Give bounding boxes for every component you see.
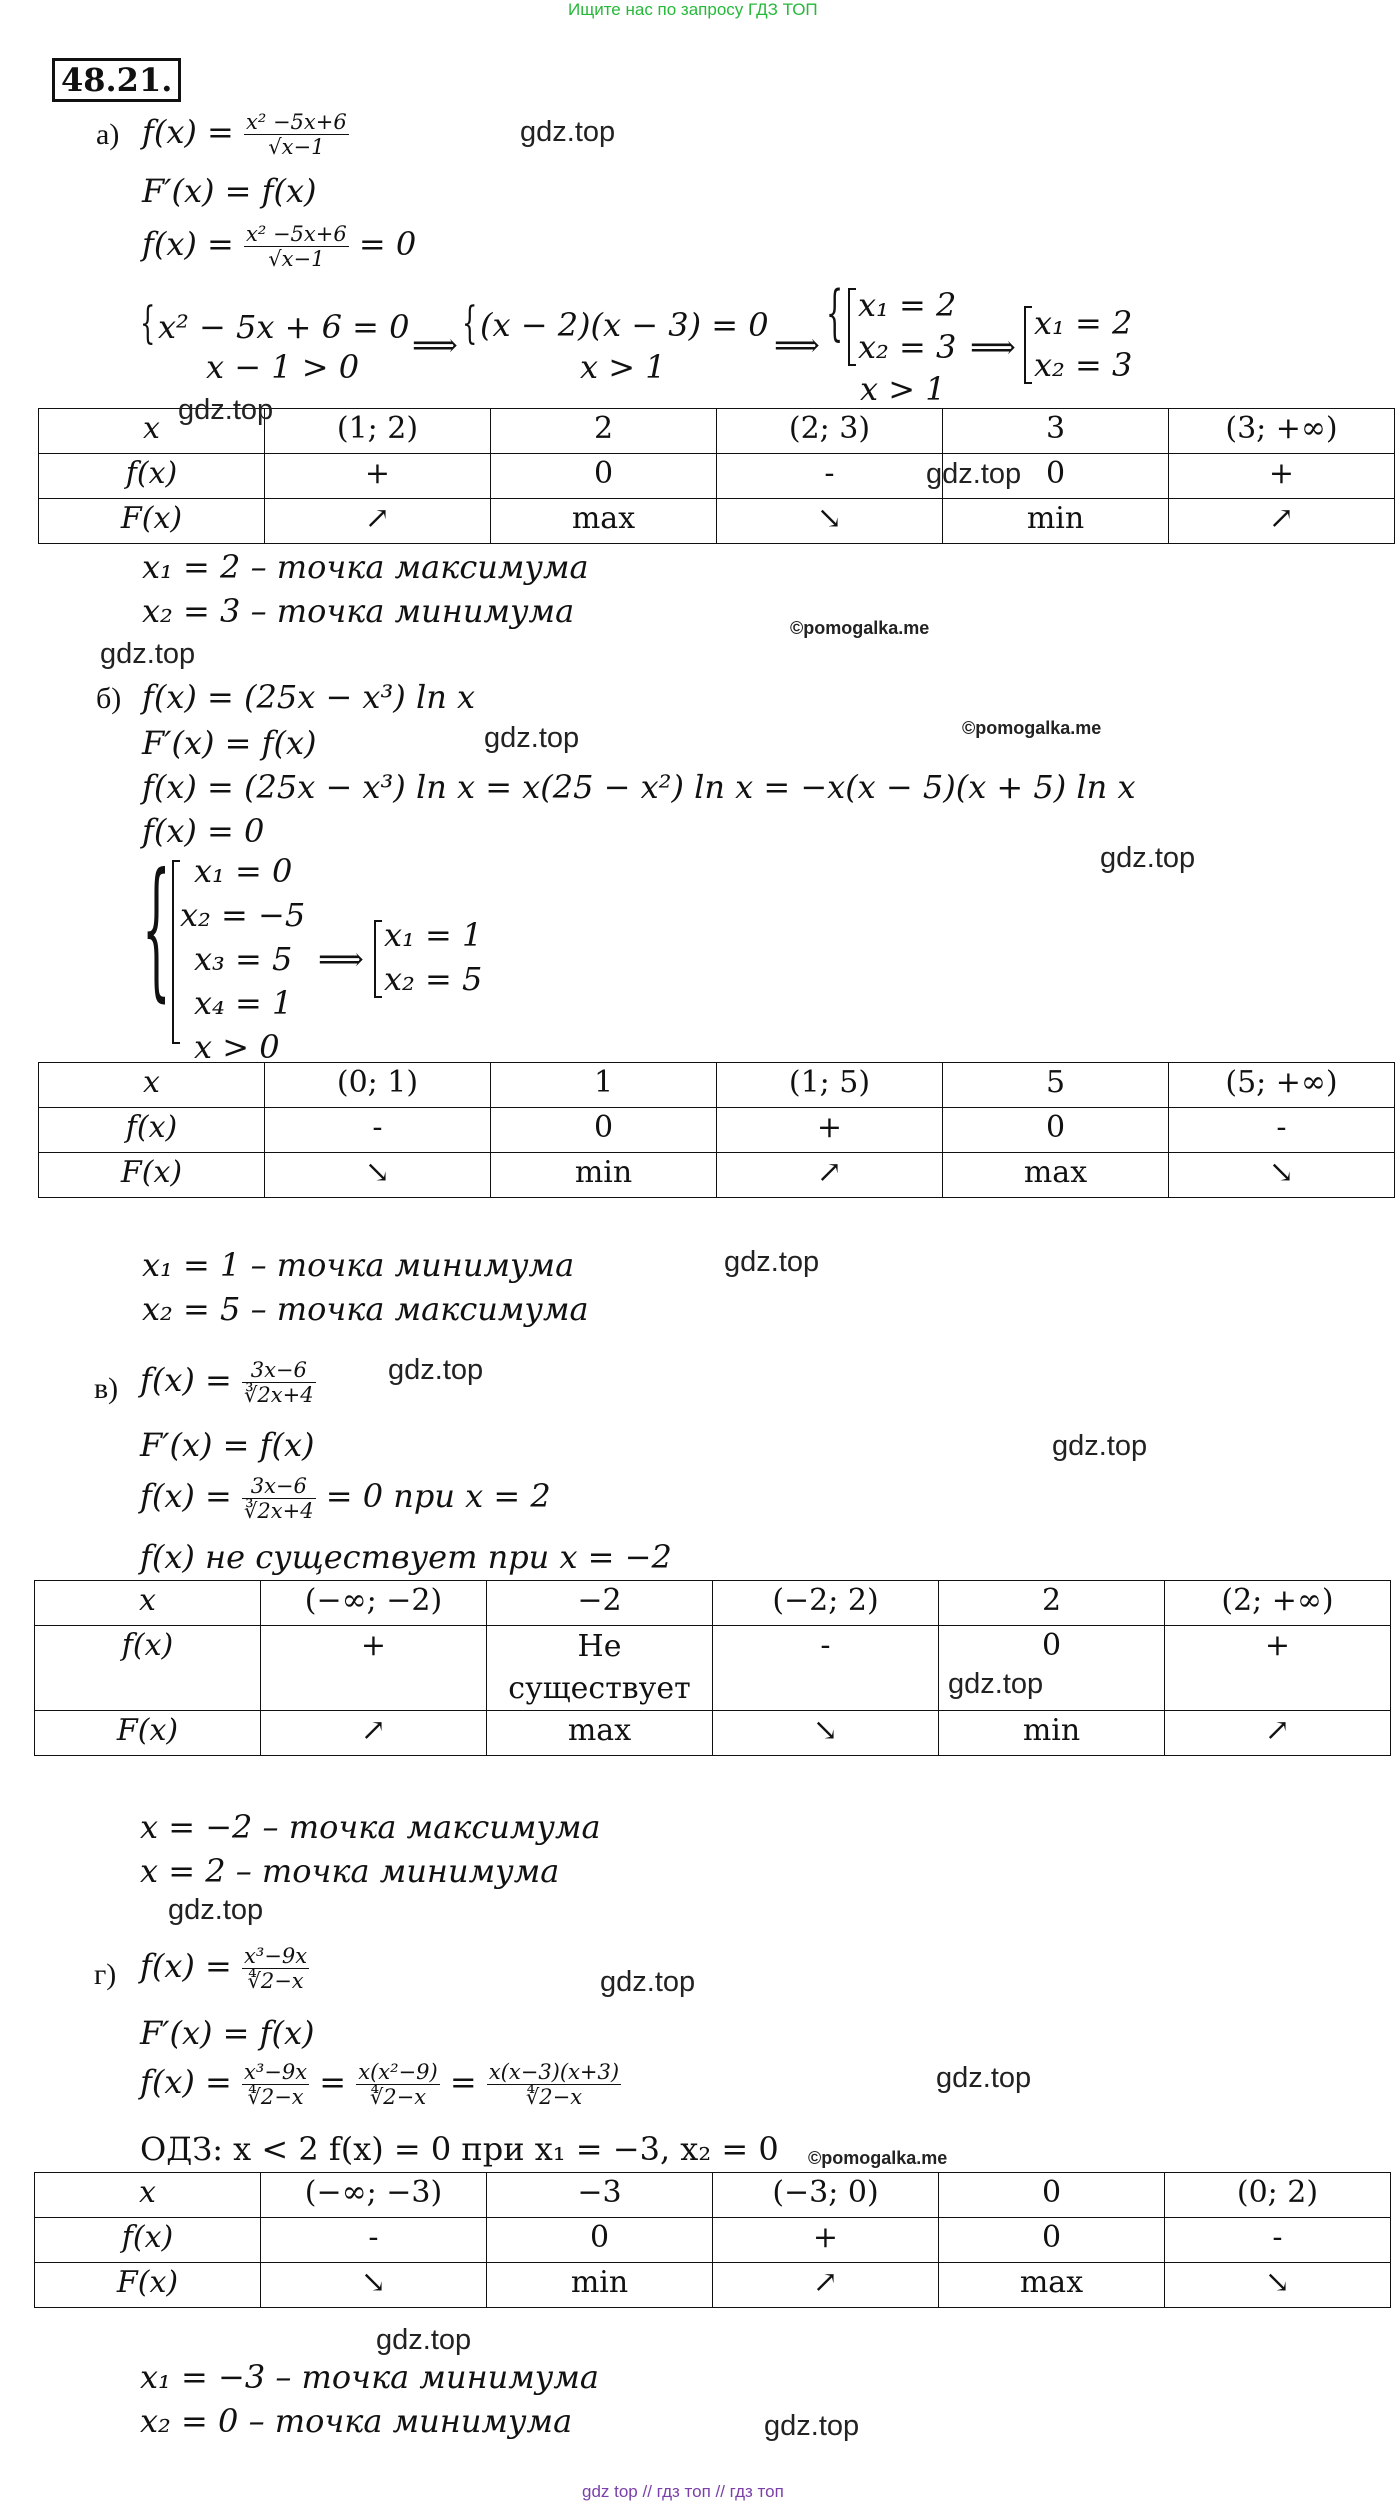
table-cell: (0; 1) [265, 1063, 491, 1108]
table-cell: + [261, 1626, 487, 1711]
watermark: gdz.top [178, 394, 274, 426]
table-row [39, 1153, 1395, 1198]
watermark: gdz.top [388, 1354, 484, 1386]
part-b-sign-table [38, 1062, 1395, 1198]
table-cell: (3; +∞) [1169, 409, 1395, 454]
watermark: ©pomogalka.me [962, 718, 1102, 738]
table-cell: (0; 2) [1165, 2173, 1391, 2218]
table-cell: ↘ [261, 2263, 487, 2308]
table-cell: 3 [943, 409, 1169, 454]
part-a-brace-3: { [826, 278, 844, 348]
part-b-root-3: x₃ = 5 [194, 940, 293, 978]
watermark: gdz.top [1100, 842, 1196, 874]
part-v-conclusion-2: x = 2 – точка минимума [140, 1852, 560, 1890]
part-a-conclusion-2: x₂ = 3 – точка минимума [142, 592, 575, 630]
table-cell: min [939, 1711, 1165, 1756]
table-cell: −3 [487, 2173, 713, 2218]
table-cell: F(x) [35, 2263, 261, 2308]
table-cell: (2; 3) [717, 409, 943, 454]
table-cell: (1; 5) [717, 1063, 943, 1108]
part-b-equation: f(x) = 0 [142, 812, 265, 850]
table-cell: ↘ [717, 499, 943, 544]
part-g-domain-and-zeros: ОДЗ: x < 2 f(x) = 0 при x₁ = −3, x₂ = 0 [140, 2130, 779, 2168]
part-v-undefined: f(x) не существует при x = −2 [140, 1538, 672, 1576]
table-cell: ↘ [1165, 2263, 1391, 2308]
watermark: gdz.top [168, 1894, 264, 1926]
part-a-result-1: x₁ = 2 [1034, 304, 1133, 342]
part-b-result-2: x₂ = 5 [384, 960, 483, 998]
part-a-root-2: x₂ = 3 [858, 328, 957, 366]
table-cell: (−3; 0) [713, 2173, 939, 2218]
part-b-result-bracket [374, 920, 382, 998]
part-a-system2-eq: (x − 2)(x − 3) = 0 [480, 306, 769, 344]
part-a-function: f(x) = $\frac{\text{x² −5x+6}}{√x-1}$ [142, 110, 347, 159]
bottom-links[interactable]: gdz top // гдз топ // гдз топ [582, 2482, 784, 2501]
table-row [39, 499, 1395, 544]
part-b-brace: { [142, 842, 171, 1016]
part-a-domain: x > 1 [860, 370, 946, 408]
table-cell: - [1165, 2218, 1391, 2263]
part-g-conclusion-2: x₂ = 0 – точка минимума [140, 2402, 573, 2440]
table-cell: + [265, 454, 491, 499]
table-row [39, 454, 1395, 499]
part-a-sign-table [38, 408, 1395, 544]
table-cell: + [717, 1108, 943, 1153]
part-a-root-1: x₁ = 2 [858, 286, 957, 324]
watermark: gdz.top [100, 638, 196, 670]
part-b-conclusion-1: x₁ = 1 – точка минимума [142, 1246, 575, 1284]
part-b-result-1: x₁ = 1 [384, 916, 483, 954]
table-cell: - [713, 1626, 939, 1711]
part-b-conclusion-2: x₂ = 5 – точка максимума [142, 1290, 589, 1328]
table-row [39, 1108, 1395, 1153]
table-cell: Не существует [487, 1626, 713, 1711]
table-cell: - [717, 454, 943, 499]
table-row [39, 1063, 1395, 1108]
part-a-equation: f(x) = $\frac{\text{x² −5x+6}}{√x-1}$ = 0 [142, 222, 417, 271]
table-cell: (−∞; −2) [261, 1581, 487, 1626]
part-b-function: f(x) = (25x − x³) ln x [142, 678, 476, 716]
implies-icon: ⟹ [970, 328, 1016, 366]
table-cell: F(x) [39, 499, 265, 544]
table-cell: min [487, 2263, 713, 2308]
part-a-brace-1: { [140, 298, 156, 349]
table-cell: x [35, 1581, 261, 1626]
table-cell: 0 [491, 1108, 717, 1153]
table-cell: ↗ [261, 1711, 487, 1756]
table-row [35, 2263, 1391, 2308]
table-cell: f(x) [35, 1626, 261, 1711]
part-b-root-2: x₂ = −5 [180, 896, 306, 934]
table-cell: f(x) [35, 2218, 261, 2263]
part-b-antiderivative: F′(x) = f(x) [142, 724, 317, 762]
table-cell: max [491, 499, 717, 544]
table-cell: x [39, 1063, 265, 1108]
table-cell: max [939, 2263, 1165, 2308]
part-a-system1-eq: x² − 5x + 6 = 0 [158, 308, 410, 346]
part-b-bracket [172, 860, 180, 1044]
table-cell: (5; +∞) [1169, 1063, 1395, 1108]
watermark: gdz.top [936, 2062, 1032, 2094]
part-a-bracket-2 [1024, 306, 1032, 384]
part-v-equation: f(x) = $\frac{3x-6}{∛2x+4}$ = 0 при x = 2 [140, 1474, 551, 1523]
table-cell: - [1169, 1108, 1395, 1153]
table-cell: ↗ [713, 2263, 939, 2308]
watermark: ©pomogalka.me [790, 618, 930, 638]
table-cell: + [1169, 454, 1395, 499]
part-a-result-2: x₂ = 3 [1034, 346, 1133, 384]
part-b-label: б) [96, 682, 122, 715]
table-cell: f(x) [39, 1108, 265, 1153]
table-cell: F(x) [39, 1153, 265, 1198]
part-b-domain: x > 0 [194, 1028, 280, 1066]
watermark: gdz.top [600, 1966, 696, 1998]
part-b-factorization: f(x) = (25x − x³) ln x = x(25 − x²) ln x = −x(x − 5)(x + 5) ln x [142, 768, 1136, 806]
table-cell: x [35, 2173, 261, 2218]
implies-icon: ⟹ [774, 326, 820, 364]
table-cell: ↗ [717, 1153, 943, 1198]
part-g-factorization: f(x) = $\frac{\text{x³−9x}}{∜2-x}$ = $\frac{\text{x(x²−9)}}{∜2-x}$ = $\frac{x(x-3)(x+3)}{∜2-x}$ [140, 2060, 620, 2109]
table-cell: 0 [939, 2218, 1165, 2263]
part-b-root-4: x₄ = 1 [194, 984, 293, 1022]
table-cell: −2 [487, 1581, 713, 1626]
watermark: gdz.top [1052, 1430, 1148, 1462]
watermark: gdz.top [724, 1246, 820, 1278]
table-row [35, 1581, 1391, 1626]
table-cell: 0 [943, 1108, 1169, 1153]
table-cell: 1 [491, 1063, 717, 1108]
table-cell: F(x) [35, 1711, 261, 1756]
table-row [35, 1626, 1391, 1711]
part-a-system2-ineq: x > 1 [580, 348, 666, 386]
part-v-conclusion-1: x = −2 – точка максимума [140, 1808, 601, 1846]
table-cell: 0 [487, 2218, 713, 2263]
table-cell: max [487, 1711, 713, 1756]
implies-icon: ⟹ [318, 940, 364, 978]
part-g-conclusion-1: x₁ = −3 – точка минимума [140, 2358, 599, 2396]
problem-number: 48.21. [52, 58, 181, 102]
table-cell: ↗ [265, 499, 491, 544]
part-g-antiderivative: F′(x) = f(x) [140, 2014, 315, 2052]
part-g-function: f(x) = $\frac{\text{x³−9x}}{∜2-x}$ [140, 1944, 308, 1993]
watermark: gdz.top [926, 458, 1022, 490]
part-a-conclusion-1: x₁ = 2 – точка максимума [142, 548, 589, 586]
watermark: ©pomogalka.me [808, 2148, 948, 2168]
table-cell: + [713, 2218, 939, 2263]
table-row [35, 2173, 1391, 2218]
part-g-label: г) [94, 1958, 117, 1991]
part-v-antiderivative: F′(x) = f(x) [140, 1426, 315, 1464]
watermark: gdz.top [520, 116, 616, 148]
table-cell: ↘ [713, 1711, 939, 1756]
table-cell: - [265, 1108, 491, 1153]
table-cell: (2; +∞) [1165, 1581, 1391, 1626]
table-cell: ↗ [1165, 1711, 1391, 1756]
table-cell: (−∞; −3) [261, 2173, 487, 2218]
watermark: gdz.top [376, 2324, 472, 2356]
part-a-label: а) [96, 118, 120, 151]
table-cell: 5 [943, 1063, 1169, 1108]
part-v-label: в) [94, 1372, 119, 1405]
part-v-function: f(x) = $\frac{3x-6}{∛2x+4}$ [140, 1358, 314, 1407]
table-cell: min [943, 499, 1169, 544]
table-cell: min [491, 1153, 717, 1198]
table-cell: 0 [491, 454, 717, 499]
table-cell: (1; 2) [265, 409, 491, 454]
top-search-link[interactable]: Ищите нас по запросу ГДЗ ТОП [568, 0, 818, 19]
part-a-antiderivative: F′(x) = f(x) [142, 172, 317, 210]
table-cell: 2 [939, 1581, 1165, 1626]
table-cell: 2 [491, 409, 717, 454]
part-v-sign-table [34, 1580, 1391, 1756]
table-cell: f(x) [39, 454, 265, 499]
table-cell: ↘ [1169, 1153, 1395, 1198]
table-cell: ↘ [265, 1153, 491, 1198]
table-cell: + [1165, 1626, 1391, 1711]
table-cell: 0 [939, 2173, 1165, 2218]
table-row [35, 1711, 1391, 1756]
table-row [35, 2218, 1391, 2263]
table-cell: ↗ [1169, 499, 1395, 544]
part-a-bracket-1 [848, 288, 856, 366]
table-cell: (−2; 2) [713, 1581, 939, 1626]
part-a-brace-2: { [462, 298, 478, 349]
part-a-system1-ineq: x − 1 > 0 [206, 348, 360, 386]
watermark: gdz.top [948, 1668, 1044, 1700]
table-cell: 0 [939, 1626, 1165, 1711]
part-g-sign-table [34, 2172, 1391, 2308]
table-cell: x [39, 409, 265, 454]
watermark: gdz.top [764, 2410, 860, 2442]
table-cell: max [943, 1153, 1169, 1198]
implies-icon: ⟹ [412, 326, 458, 364]
table-cell: 0 [943, 454, 1169, 499]
watermark: gdz.top [484, 722, 580, 754]
table-cell: - [261, 2218, 487, 2263]
part-b-root-1: x₁ = 0 [194, 852, 293, 890]
